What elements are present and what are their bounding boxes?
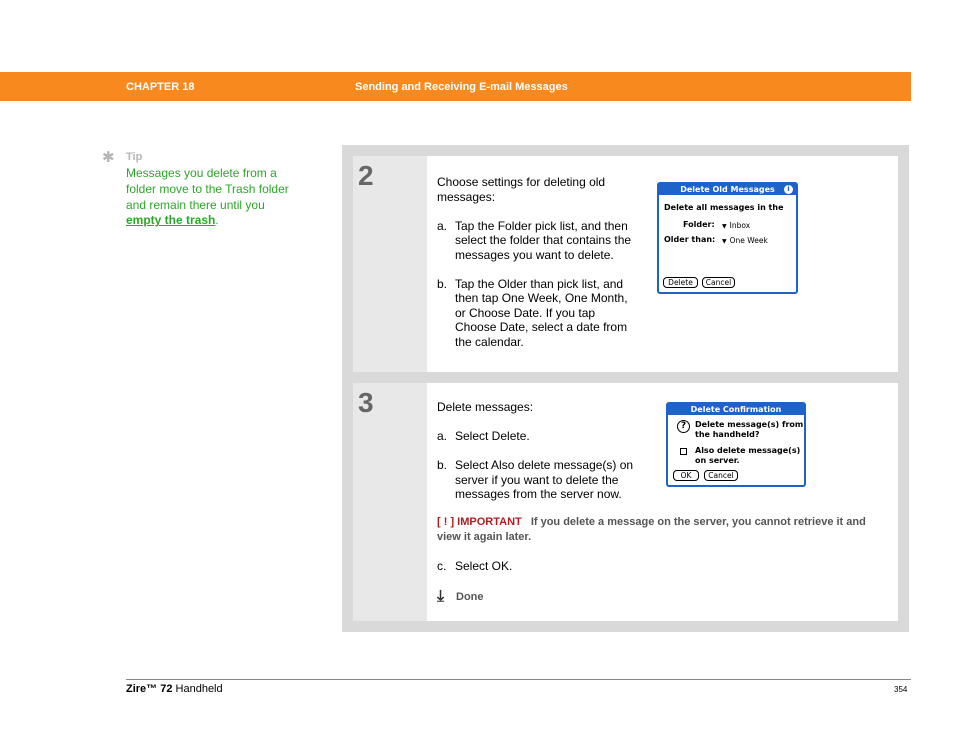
step-2-instructions [437, 175, 637, 349]
dialog-prompt: Delete all messages in the [664, 203, 784, 212]
product-name: Zire™ 72 [126, 683, 173, 695]
important-text: If you delete a message on the server, you cannot retrieve it and view it again later. [437, 516, 866, 543]
triangle-down-icon: ▼ [722, 223, 727, 230]
older-than-picker [722, 236, 768, 245]
important-label: IMPORTANT [457, 516, 522, 528]
item-text: Tap the Folder pick list, and then select the folder that contains the messages you want to delete. [455, 218, 632, 262]
important-note [437, 515, 887, 544]
item-label: a. [437, 218, 448, 233]
asterisk-icon: ✱ [102, 149, 115, 166]
cancel-button: Cancel [702, 277, 735, 288]
tip-text-after: . [215, 213, 219, 228]
dialog-title-bar [659, 184, 796, 195]
tip-text-before: Messages you delete from a folder move to the Trash folder and remain there until you [126, 166, 289, 212]
tip-label: Tip [126, 151, 143, 163]
question-icon: ? [677, 420, 690, 433]
item-label: c. [437, 559, 447, 573]
dialog-title: Delete Confirmation [690, 405, 782, 414]
triangle-down-icon: ▼ [722, 238, 727, 245]
product-suffix: Handheld [172, 683, 223, 695]
dialog-title-bar [668, 404, 804, 415]
dialog-title: Delete Old Messages [680, 185, 775, 194]
footer-product [126, 683, 223, 695]
chapter-title: Sending and Receiving E-mail Messages [355, 81, 568, 93]
footer-divider [126, 679, 911, 680]
cancel-button: Cancel [704, 470, 738, 481]
delete-confirmation-screenshot [666, 402, 806, 487]
also-delete-checkbox [680, 448, 687, 455]
step-number: 3 [358, 387, 374, 418]
ok-button: OK [673, 470, 699, 481]
empty-trash-link[interactable]: empty the trash [126, 213, 216, 228]
item-text: Tap the Older than pick list, and then tap One Week, One Month, or Choose Date. If you tap Choose Date, select a date from the calendar. [455, 276, 628, 349]
chapter-header [0, 72, 911, 101]
step-2-item-b [437, 277, 637, 350]
delete-button: Delete [663, 277, 698, 288]
older-than-value: One Week [729, 236, 768, 245]
folder-value: Inbox [729, 221, 751, 230]
info-icon: i [784, 185, 793, 194]
step-3-item-b [437, 458, 652, 502]
item-text: Select OK. [455, 559, 513, 573]
step-number-column [353, 156, 427, 372]
item-text: Select Also delete message(s) on server if you want to delete the messages from the server now. [455, 458, 634, 501]
item-label: b. [437, 276, 448, 291]
tip-text [126, 166, 296, 229]
page-number: 354 [894, 685, 908, 694]
item-label: b. [437, 458, 448, 472]
folder-picker [722, 221, 750, 230]
step-3-instructions [437, 400, 652, 502]
folder-label: Folder: [683, 220, 715, 229]
step-2-intro: Choose settings for deleting old messages: [437, 175, 606, 204]
done-label: Done [456, 591, 484, 603]
confirmation-question: Delete message(s) from the handheld? [695, 420, 804, 439]
warning-icon: [ ! ] [437, 516, 455, 528]
arrow-down-icon: ⤓ [437, 588, 445, 605]
chapter-label: CHAPTER 18 [126, 81, 195, 93]
item-label: a. [437, 429, 448, 443]
step-3-intro: Delete messages: [437, 400, 534, 414]
done-marker [437, 588, 484, 606]
also-delete-label: Also delete message(s) on server. [695, 446, 801, 465]
older-than-label: Older than: [664, 235, 716, 244]
step-number-column [353, 383, 427, 621]
step-2-item-a [437, 219, 637, 263]
step-3-item-c [437, 559, 637, 574]
item-text: Select Delete. [455, 429, 530, 443]
step-3-item-a [437, 429, 652, 444]
delete-old-messages-screenshot [657, 182, 798, 294]
step-number: 2 [358, 160, 374, 191]
